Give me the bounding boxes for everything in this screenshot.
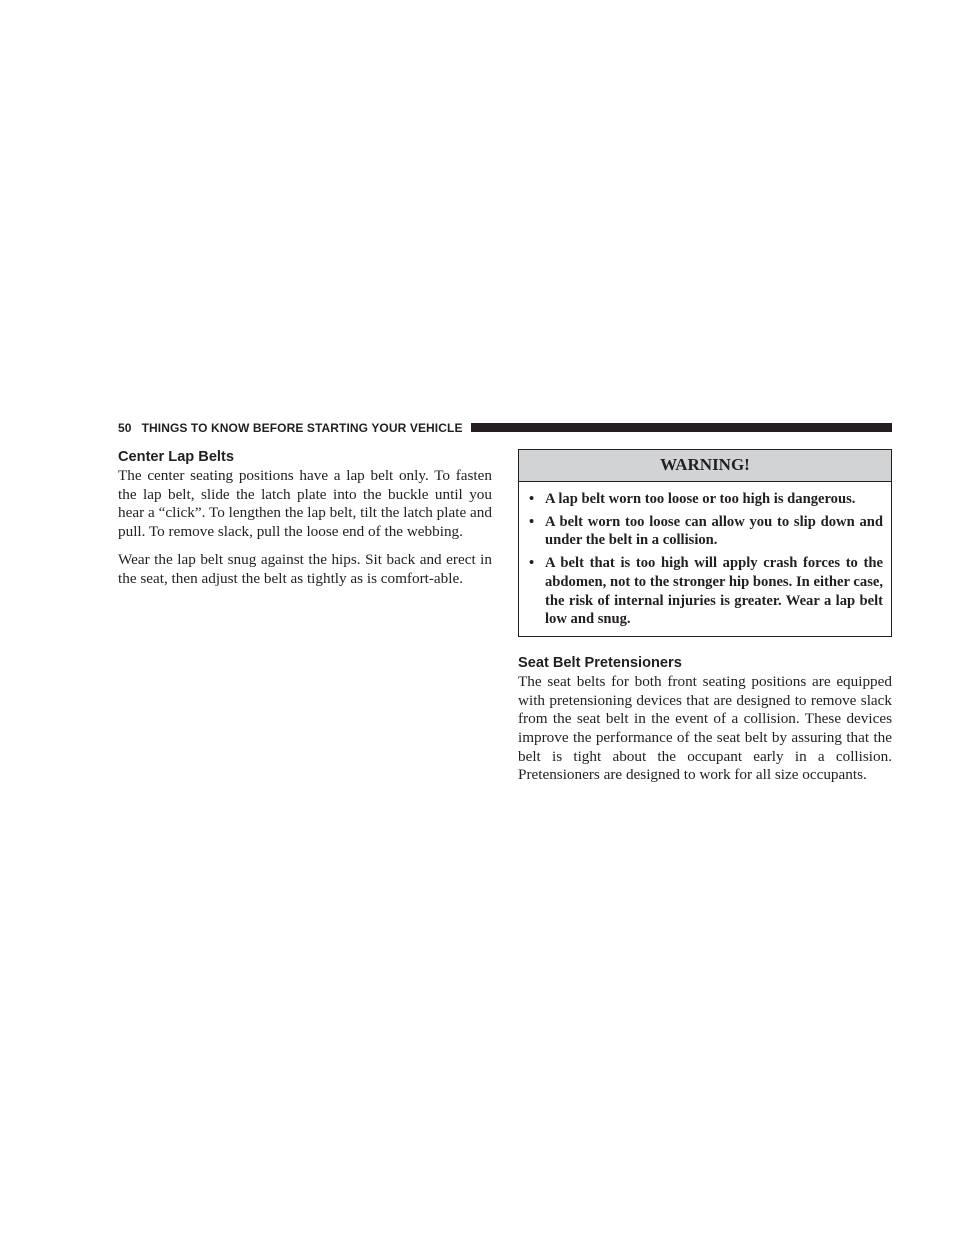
- warning-item: [527, 490, 883, 509]
- seat-belt-pretensioners-heading: Seat Belt Pretensioners: [518, 654, 682, 671]
- right-column: [518, 449, 892, 794]
- center-lap-belts-paragraph-1: The center seating positions have a lap belt only. To fasten the lap belt, slide the latch plate into the buckle until you hear a “click”. To lengthen the lap belt, tilt the latch plate and pull. To remove slack, pull the loose end of the webbing.: [118, 467, 492, 541]
- center-lap-belts-heading: Center Lap Belts: [118, 449, 234, 465]
- warning-item: [527, 554, 883, 629]
- section-title: THINGS TO KNOW BEFORE STARTING YOUR VEHICLE: [141, 420, 463, 435]
- warning-title: WARNING!: [519, 450, 891, 482]
- page-number: 50: [118, 420, 132, 435]
- warning-box: [518, 449, 892, 637]
- warning-list: [519, 482, 891, 636]
- warning-item: [527, 513, 883, 550]
- warning-item-text: A belt worn too loose can allow you to slip down and under the belt in a collision.: [545, 513, 883, 549]
- bullet-icon: •: [529, 555, 535, 572]
- bullet-icon: •: [529, 513, 535, 530]
- page-header: [118, 420, 892, 435]
- bullet-icon: •: [529, 491, 535, 507]
- seat-belt-pretensioners-paragraph: The seat belts for both front seating positions are equipped with pretensioning devices that are designed to remove slack from the seat belt in the event of a collision. These devices improve the performance of the seat belt by assuring that the belt is tight about the occupant early in a collision. Pretensioners are designed to work for all size occupants.: [518, 672, 892, 784]
- warning-item-text: A belt that is too high will apply crash forces to the abdomen, not to the stronger hip bones. In either case, the risk of internal injuries is greater. Wear a lap belt low and snug.: [545, 555, 883, 628]
- center-lap-belts-paragraph-2: Wear the lap belt snug against the hips. Sit back and erect in the seat, then adjust the belt as tightly as is comfort-able.: [118, 550, 492, 587]
- header-rule: [471, 423, 892, 432]
- left-column: [118, 448, 492, 597]
- warning-item-text: A lap belt worn too loose or too high is dangerous.: [545, 491, 856, 507]
